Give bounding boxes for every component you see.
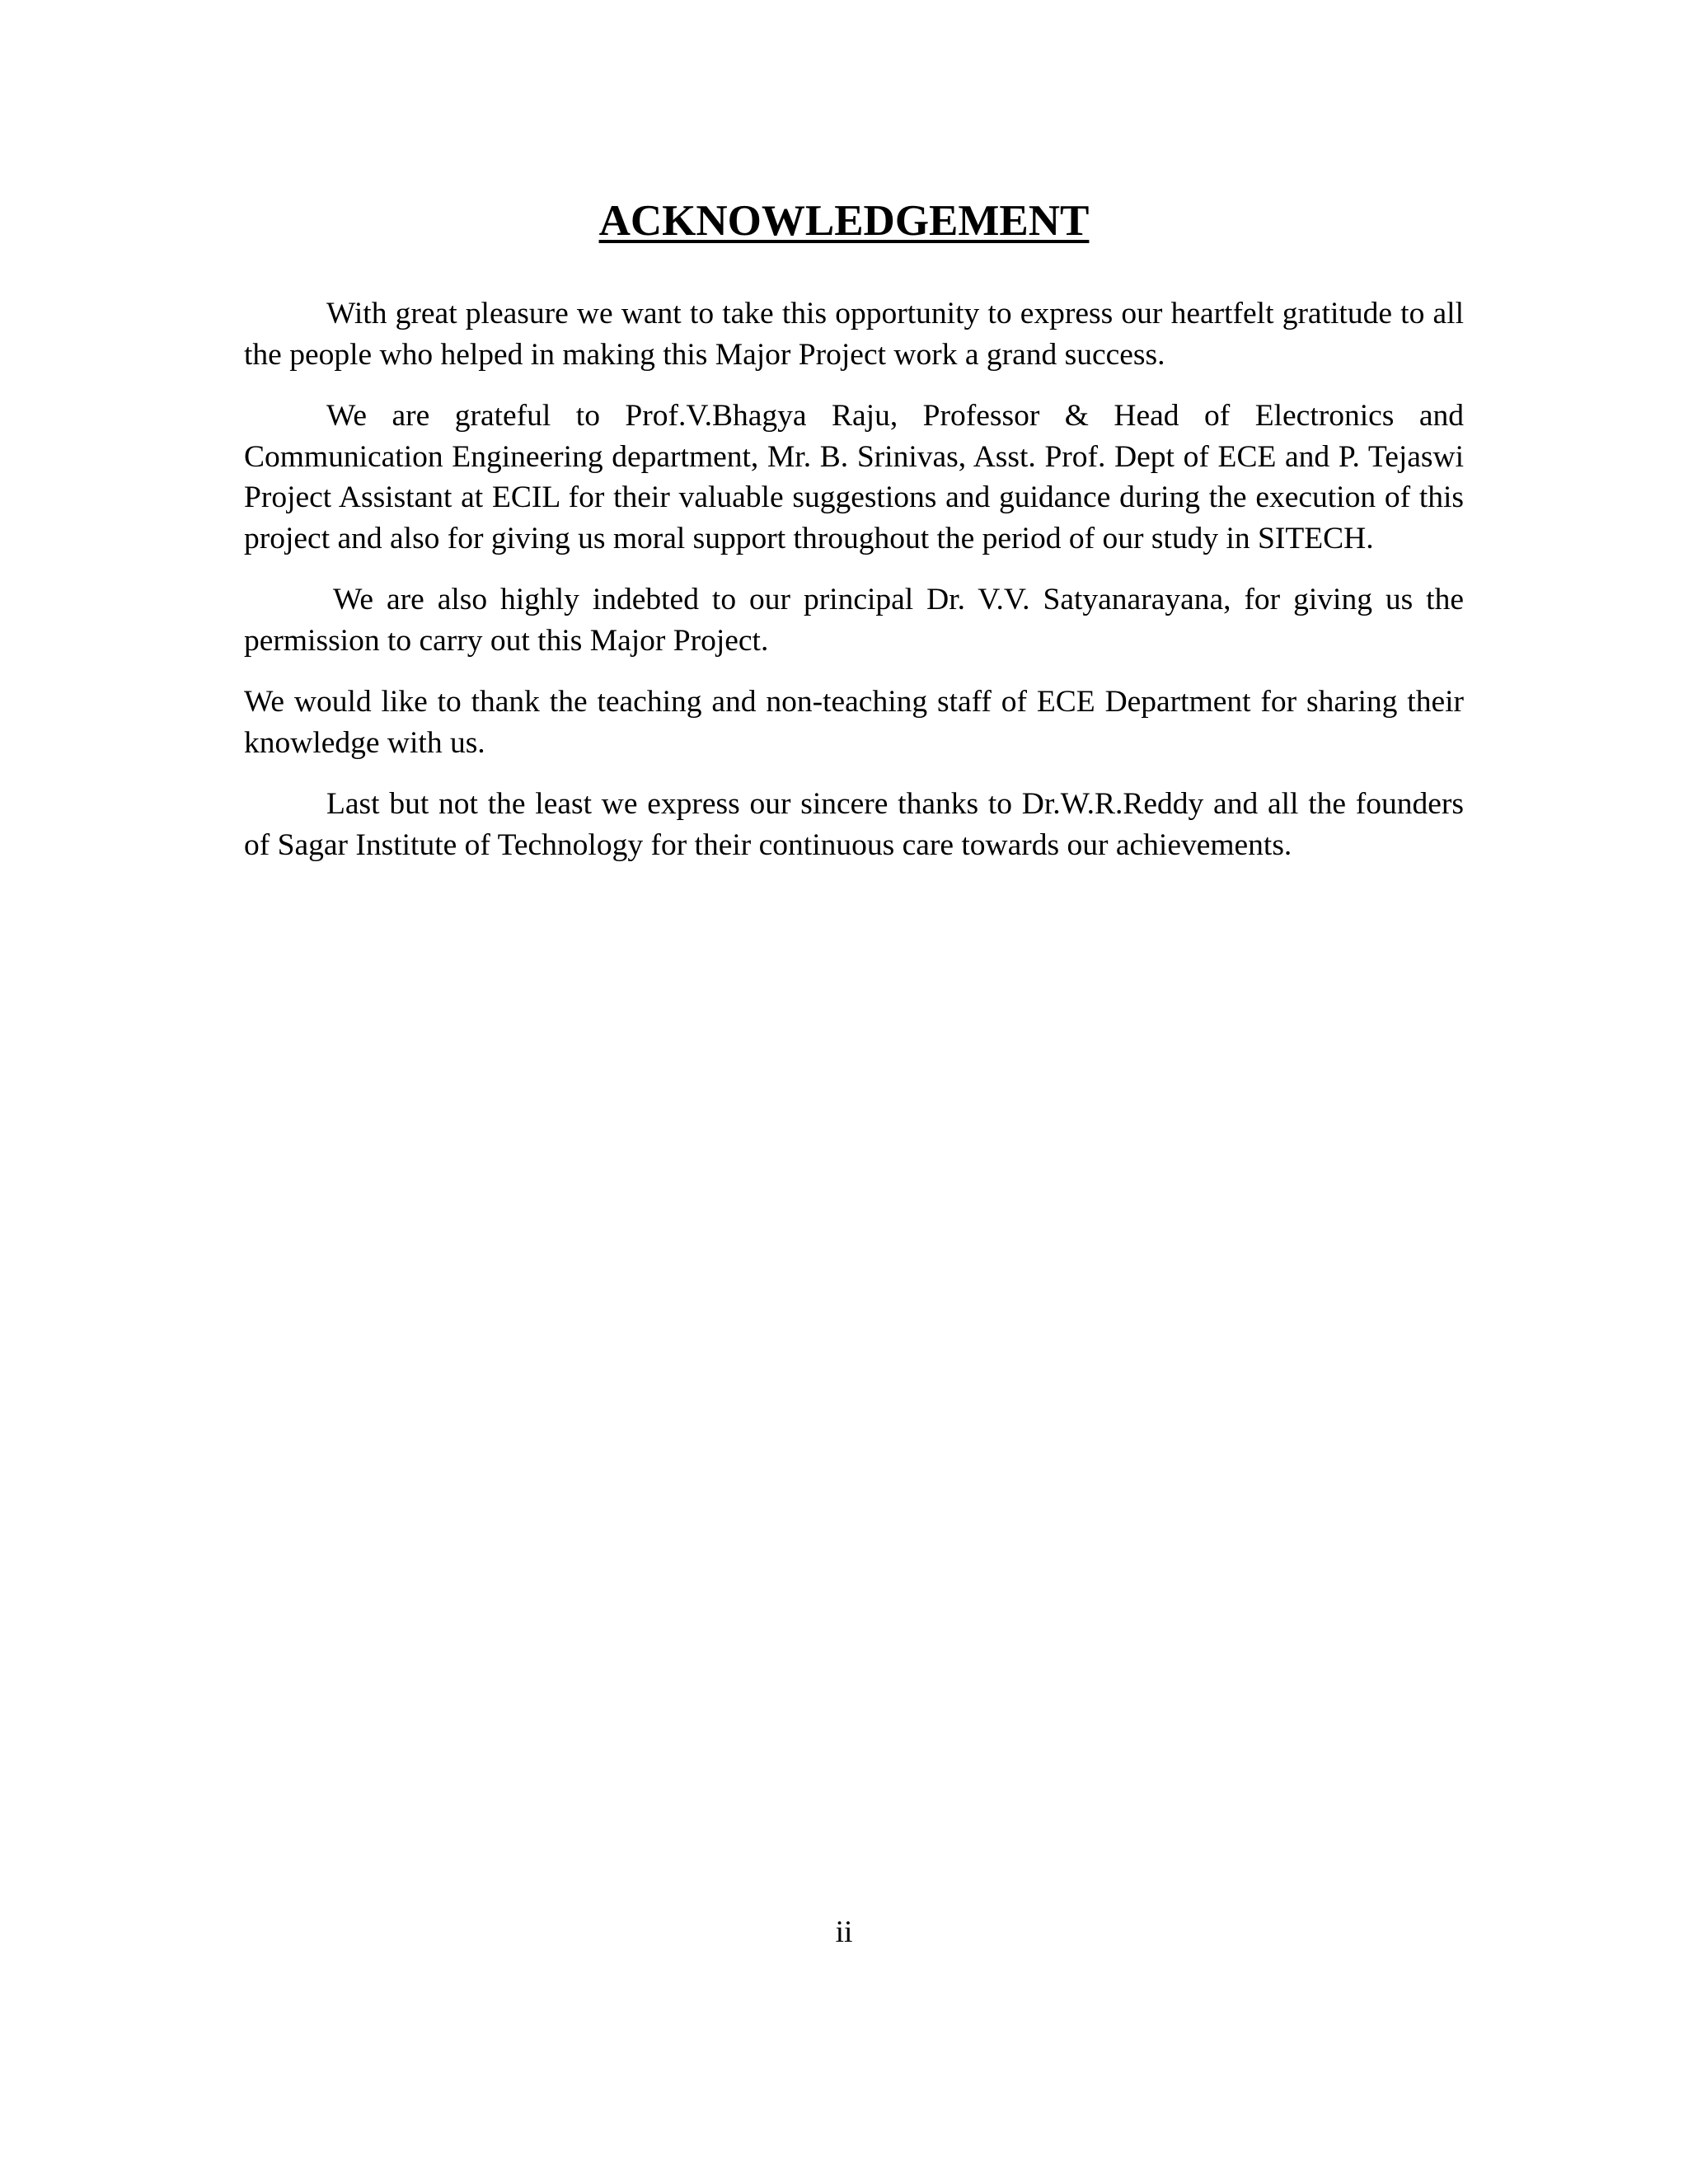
page-number: ii — [835, 1915, 853, 1949]
paragraph-faculty-thanks: We are grateful to Prof.V.Bhagya Raju, Professor & Head of Electronics and Communication Engineering department, Mr. B. Srinivas, Asst. Prof. Dept of ECE and P. Tejaswi Project Assistant at ECIL for their valuable suggestions and guidance during the execution of this project and also for giving us moral support throughout the period of our study in SITECH. — [244, 399, 1464, 555]
paragraph-staff-thanks: We would like to thank the teaching and non-teaching staff of ECE Department for sharing their knowledge with us. — [244, 685, 1464, 760]
page-title — [0, 191, 1688, 251]
paragraph-principal-thanks: We are also highly indebted to our principal Dr. V.V. Satyanarayana, for giving us the permission to carry out this Major Project. — [244, 583, 1464, 658]
paragraph-founders-thanks: Last but not the least we express our sincere thanks to Dr.W.R.Reddy and all the founders of Sagar Institute of Technology for their continuous care towards our achievements. — [244, 787, 1464, 862]
title-text: ACKNOWLEDGEMENT — [598, 197, 1090, 245]
paragraph-gratitude: With great pleasure we want to take this opportunity to express our heartfelt gratitude to all the people who helped in making this Major Project work a grand success. — [244, 297, 1464, 372]
acknowledgement-body — [244, 293, 1464, 886]
